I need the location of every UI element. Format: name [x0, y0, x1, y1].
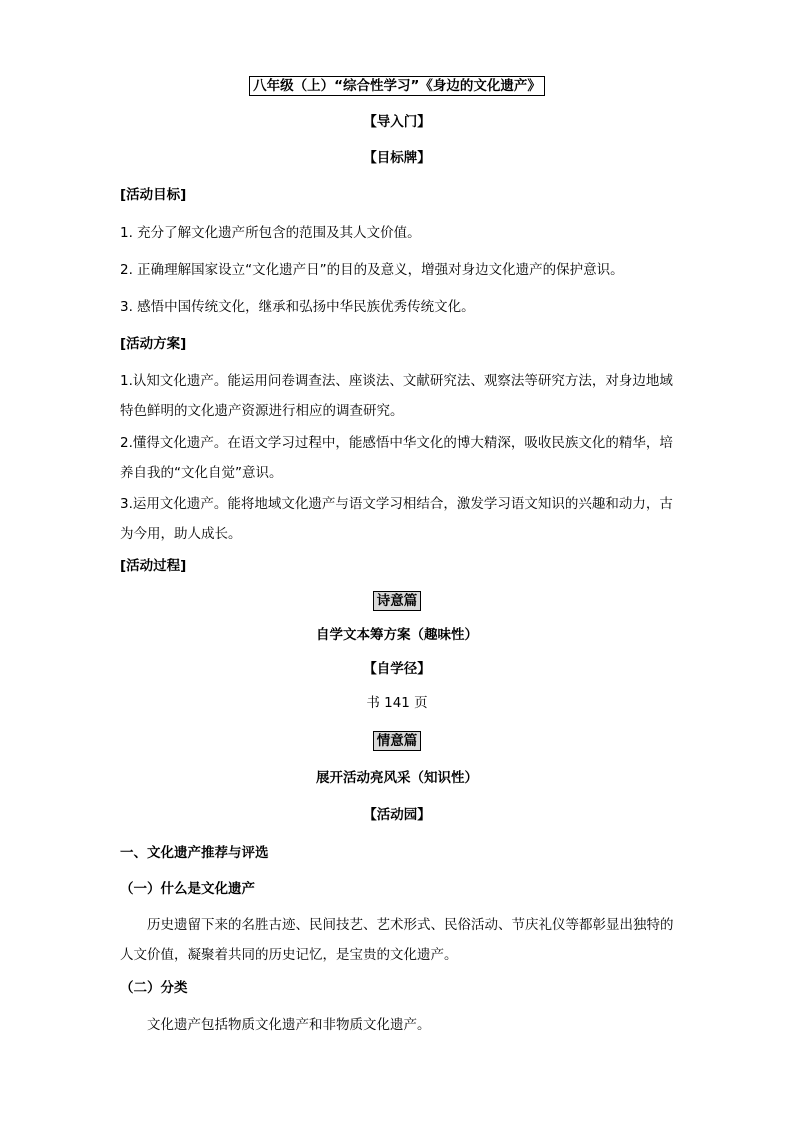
section2-header: 【活动园】 [363, 807, 431, 823]
plan-label: [活动方案] [120, 336, 187, 352]
document-title: 八年级（上）“综合性学习”《身边的文化遗产》 [249, 76, 545, 96]
title-row [0, 76, 794, 96]
part1-sub2-text: 文化遗产包括物质文化遗产和非物质文化遗产。 [147, 1017, 431, 1033]
part1-sub1-heading: （一）什么是文化遗产 [120, 881, 255, 897]
section1-header: 【自学径】 [363, 661, 431, 677]
plan-item: 1.认知文化遗产。能运用问卷调查法、座谈法、文献研究法、观察法等研究方法，对身边地域特色鲜明的文化遗产资源进行相应的调查研究。 [120, 373, 673, 419]
intro-header: 【导入门】 [363, 114, 431, 130]
section2-badge-row [0, 731, 794, 751]
section1-text: 书 141 页 [366, 695, 428, 711]
goal-item: 2. 正确理解国家设立“文化遗产日”的目的及意义，增强对身边文化遗产的保护意识。 [120, 262, 624, 278]
section1-badge: 诗意篇 [373, 591, 422, 611]
goal-item: 1. 充分了解文化遗产所包含的范围及其人文价值。 [120, 225, 421, 241]
goal-header: 【目标牌】 [363, 150, 431, 166]
plan-item: 3.运用文化遗产。能将地域文化遗产与语文学习相结合，激发学习语文知识的兴趣和动力，古为今用，助人成长。 [120, 496, 673, 542]
process-label: [活动过程] [120, 558, 187, 574]
section2-badge: 情意篇 [373, 731, 422, 751]
section1-subtitle: 自学文本筹方案（趣味性） [316, 627, 478, 643]
section2-subtitle: 展开活动亮风采（知识性） [316, 770, 478, 786]
plan-item: 2.懂得文化遗产。在语文学习过程中，能感悟中华文化的博大精深，吸收民族文化的精华，培养自我的“文化自觉”意识。 [120, 435, 673, 481]
part1-sub1-text: 历史遗留下来的名胜古迹、民间技艺、艺术形式、民俗活动、节庆礼仪等都彰显出独特的人文价值，凝聚着共同的历史记忆，是宝贵的文化遗产。 [120, 917, 674, 963]
goals-label: [活动目标] [120, 187, 187, 203]
part1-heading: 一、文化遗产推荐与评选 [120, 845, 269, 861]
goal-item: 3. 感悟中国传统文化，继承和弘扬中华民族优秀传统文化。 [120, 299, 475, 315]
section1-badge-row [0, 591, 794, 611]
part1-sub2-heading: （二）分类 [120, 980, 188, 996]
